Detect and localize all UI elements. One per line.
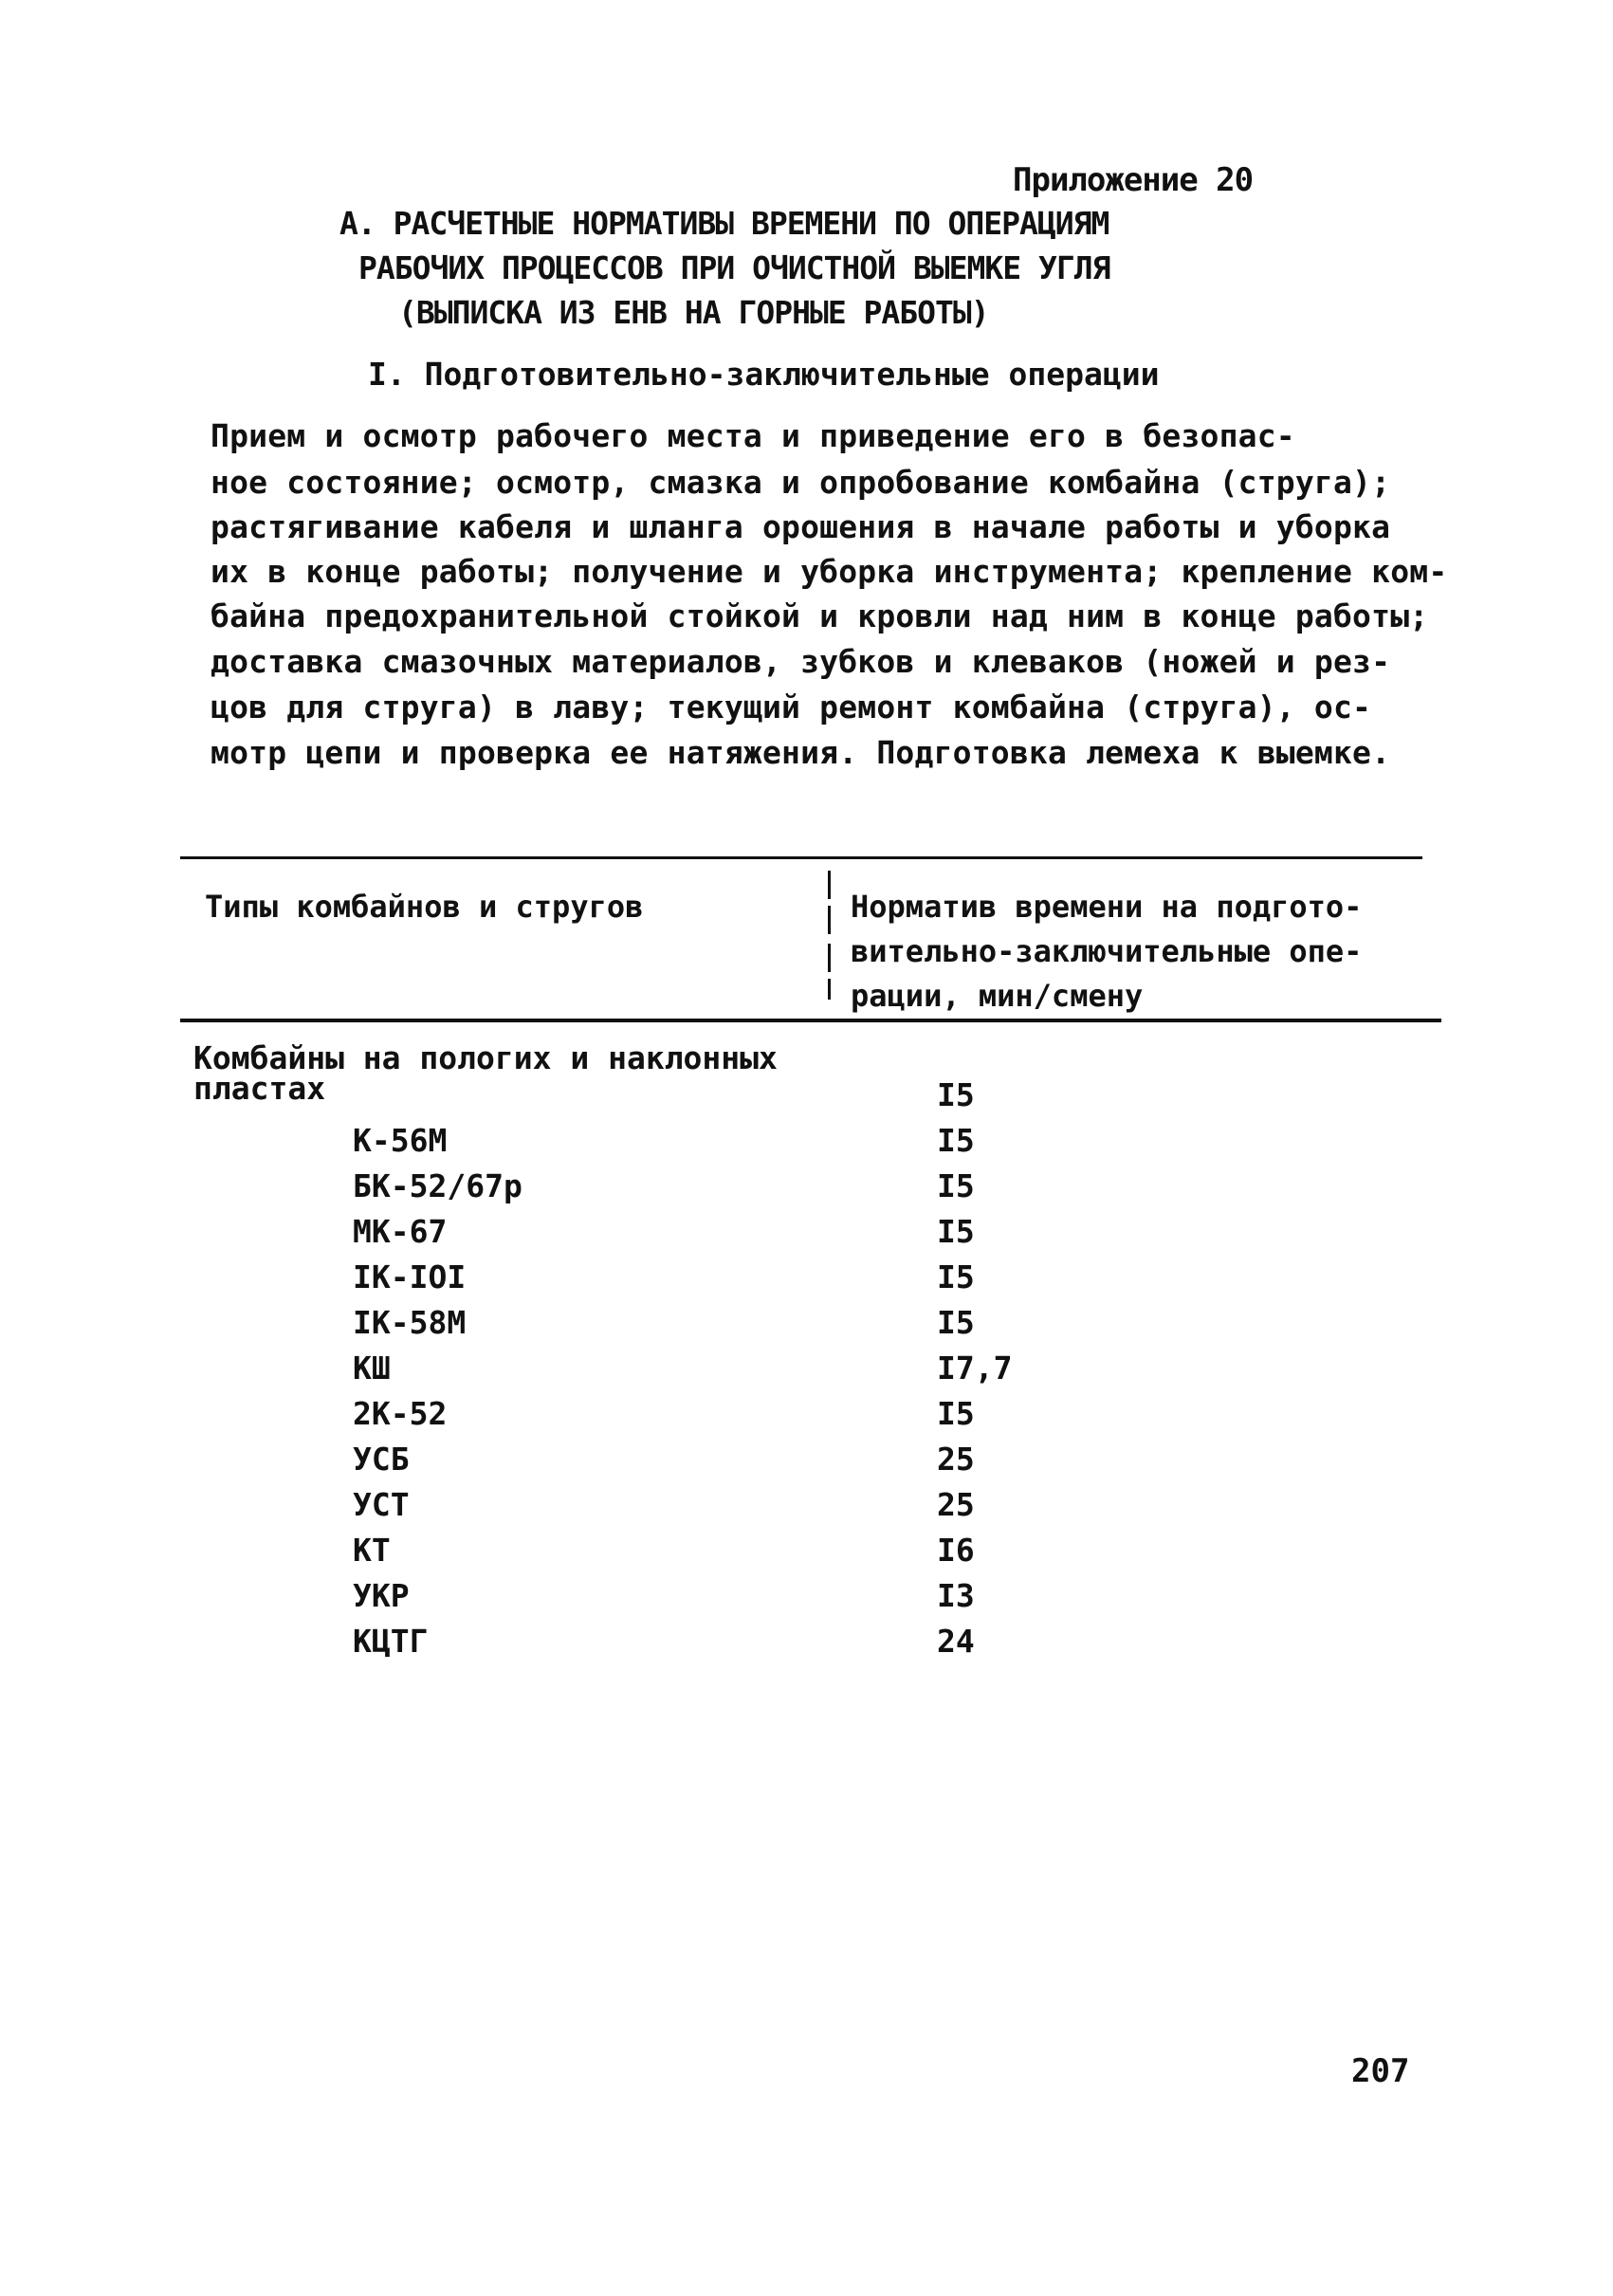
column-divider	[828, 979, 831, 1000]
table-top-rule	[180, 856, 1422, 859]
body-line: Прием и осмотр рабочего места и приведение его в безопас-	[211, 417, 1295, 454]
row-name: КТ	[353, 1532, 391, 1569]
row-value: I6	[937, 1532, 975, 1569]
col2-header-line-1: Норматив времени на подгото-	[851, 889, 1363, 925]
row-value: 25	[937, 1486, 975, 1523]
row-value: 25	[937, 1441, 975, 1478]
appendix-label: Приложение 20	[1013, 161, 1254, 199]
table-header-rule	[180, 1019, 1441, 1022]
title-line-2: РАБОЧИХ ПРОЦЕССОВ ПРИ ОЧИСТНОЙ ВЫЕМКЕ УГЛЯ	[358, 249, 1110, 286]
row-value: I5	[937, 1167, 975, 1204]
group-label-line-1: Комбайны на пологих и наклонных	[193, 1039, 778, 1076]
row-name: КЦТГ	[353, 1623, 429, 1660]
row-name: БК-52/67р	[353, 1167, 522, 1204]
title-line-1: А. РАСЧЕТНЫЕ НОРМАТИВЫ ВРЕМЕНИ ПО ОПЕРАЦИЯМ	[339, 205, 1109, 242]
body-line: ное состояние; осмотр, смазка и опробование комбайна (струга);	[211, 464, 1391, 501]
col2-header-line-3: рации, мин/смену	[851, 978, 1144, 1014]
row-name: 2К-52	[353, 1395, 448, 1432]
col1-header: Типы комбайнов и стругов	[205, 889, 644, 925]
column-divider	[828, 871, 831, 899]
section-heading: I. Подготовительно-заключительные операции	[368, 356, 1160, 393]
row-name: МК-67	[353, 1213, 448, 1250]
row-value: 24	[937, 1623, 975, 1660]
column-divider	[828, 906, 831, 934]
row-name: IK-58М	[353, 1304, 467, 1341]
row-name: УКР	[353, 1577, 410, 1614]
row-name: IK-IOI	[353, 1258, 467, 1295]
col2-header-line-2: вительно-заключительные опе-	[851, 933, 1363, 969]
group-value: I5	[937, 1076, 975, 1113]
column-divider	[828, 944, 831, 972]
group-label-line-2: пластах	[193, 1070, 326, 1107]
row-value: I5	[937, 1395, 975, 1432]
body-line: растягивание кабеля и шланга орошения в начале работы и уборка	[211, 508, 1391, 545]
row-value: I5	[937, 1304, 975, 1341]
body-line: цов для струга) в лаву; текущий ремонт комбайна (струга), ос-	[211, 689, 1372, 726]
row-value: I5	[937, 1122, 975, 1159]
body-line: мотр цепи и проверка ее натяжения. Подготовка лемеха к выемке.	[211, 734, 1391, 771]
title-line-3: (ВЫПИСКА ИЗ ЕНВ НА ГОРНЫЕ РАБОТЫ)	[398, 294, 989, 331]
row-name: УСТ	[353, 1486, 410, 1523]
body-line: их в конце работы; получение и уборка инструмента; крепление ком-	[211, 553, 1448, 590]
row-name: КШ	[353, 1350, 391, 1387]
row-value: I7,7	[937, 1350, 1013, 1387]
row-name: УСБ	[353, 1441, 410, 1478]
body-line: доставка смазочных материалов, зубков и клеваков (ножей и рез-	[211, 643, 1391, 680]
row-value: I5	[937, 1213, 975, 1250]
body-line: байна предохранительной стойкой и кровли над ним в конце работы;	[211, 597, 1429, 634]
row-value: I5	[937, 1258, 975, 1295]
row-name: К-56М	[353, 1122, 448, 1159]
page-number: 207	[1351, 2052, 1410, 2090]
row-value: I3	[937, 1577, 975, 1614]
